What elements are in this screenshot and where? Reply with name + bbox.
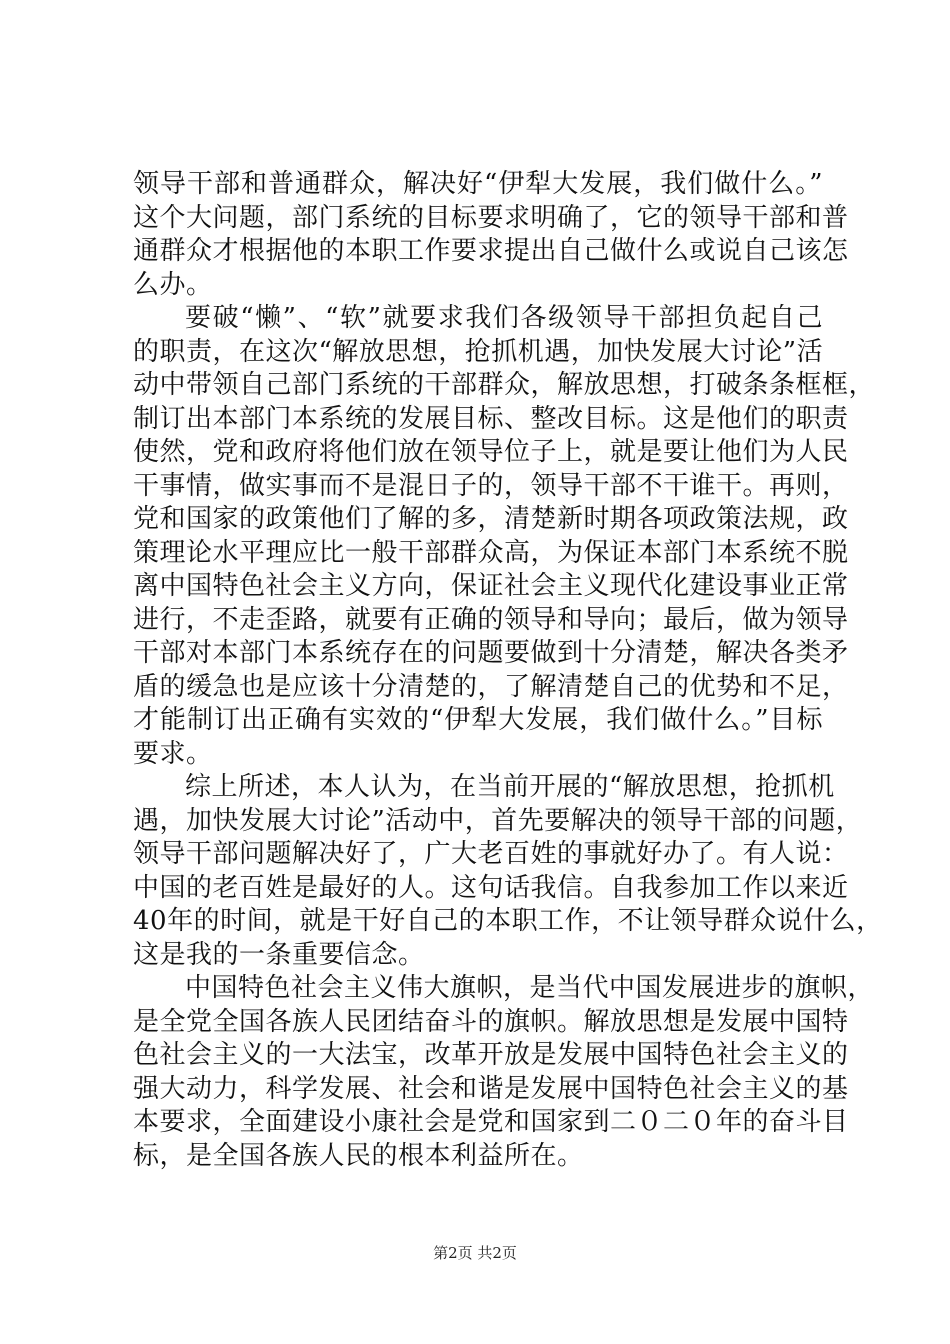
text-line: 是全党全国各族人民团结奋斗的旗帜。解放思想是发展中国特 — [133, 1006, 849, 1037]
text-line: 强大动力，科学发展、社会和谐是发展中国特色社会主义的基 — [133, 1073, 849, 1104]
text-line: 综上所述，本人认为，在当前开展的“解放思想，抢抓机 — [185, 772, 835, 802]
text-line: 要求。 — [133, 738, 213, 769]
text-line: 盾的缓急也是应该十分清楚的，了解清楚自己的优势和不足， — [133, 671, 849, 702]
text-line: 党和国家的政策他们了解的多，清楚新时期各项政策法规，政 — [133, 504, 849, 534]
text-line: 干事情，做实事而不是混日子的，领导干部不干谁干。再则， — [133, 470, 849, 501]
text-line: 通群众才根据他的本职工作要求提出自己做什么或说自己该怎 — [133, 236, 849, 266]
text-line: 领导干部问题解决好了，广大老百姓的事就好办了。有人说： — [133, 839, 849, 869]
text-line: 遇，加快发展大讨论”活动中，首先要解决的领导干部的问题， — [133, 805, 863, 836]
text-line: 离中国特色社会主义方向，保证社会主义现代化建设事业正常 — [133, 571, 849, 601]
text-line: 领导干部和普通群众，解决好“伊犁大发展，我们做什么。” — [133, 169, 823, 199]
text-line: 使然，党和政府将他们放在领导位子上，就是要让他们为人民 — [133, 437, 849, 467]
text-line: 要破“懒”、“软”就要求我们各级领导干部担负起自己 — [185, 303, 823, 333]
text-line: 中国的老百姓是最好的人。这句话我信。自我参加工作以来近 — [133, 872, 849, 903]
text-line: 才能制订出正确有实效的“伊犁大发展，我们做什么。”目标 — [133, 705, 823, 735]
text-line: 干部对本部门本系统存在的问题要做到十分清楚，解决各类矛 — [133, 638, 849, 668]
text-line: 这个大问题，部门系统的目标要求明确了，它的领导干部和普 — [133, 202, 849, 233]
text-line: 动中带领自己部门系统的干部群众，解放思想，打破条条框框， — [133, 370, 876, 400]
text-line: 的职责，在这次“解放思想，抢抓机遇，加快发展大讨论”活 — [133, 336, 824, 367]
text-line: 么办。 — [133, 269, 213, 300]
text-line: 中国特色社会主义伟大旗帜，是当代中国发展进步的旗帜， — [185, 973, 875, 1003]
text-line: 这是我的一条重要信念。 — [133, 939, 425, 970]
text-line: 制订出本部门本系统的发展目标、整改目标。这是他们的职责 — [133, 403, 849, 434]
page-footer: 第2页 共2页 — [433, 1244, 517, 1262]
text-line: 标，是全国各族人民的根本利益所在。 — [133, 1140, 584, 1171]
text-line: 策理论水平理应比一般干部群众高，为保证本部门本系统不脱 — [133, 537, 849, 568]
text-line: 40年的时间，就是干好自己的本职工作，不让领导群众说什么， — [133, 906, 883, 936]
body-text — [133, 168, 883, 1173]
text-line: 色社会主义的一大法宝，改革开放是发展中国特色社会主义的 — [133, 1040, 849, 1070]
text-line: 进行，不走歪路，就要有正确的领导和导向；最后，做为领导 — [133, 604, 849, 635]
text-line: 本要求，全面建设小康社会是党和国家到二０二０年的奋斗目 — [133, 1107, 849, 1137]
